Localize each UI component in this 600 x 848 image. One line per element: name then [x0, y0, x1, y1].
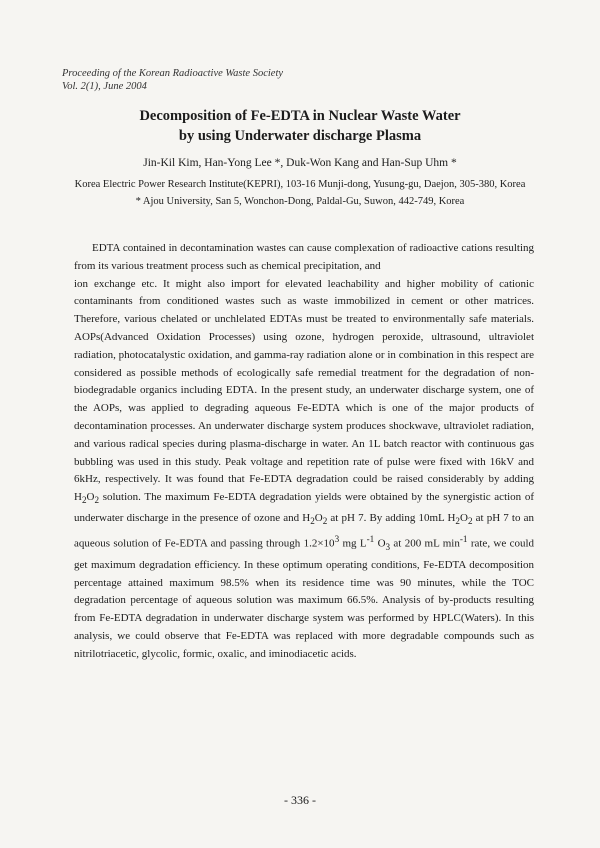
author-list: Jin-Kil Kim, Han-Yong Lee *, Duk-Won Kang and Han-Sup Uhm *	[143, 157, 457, 169]
abstract-text: at 200 mL min	[390, 537, 460, 550]
subscript: 3	[385, 541, 391, 552]
abstract-text: solution. The maximum Fe-EDTA degradation yields were obtained by the synergistic action of underwater discharge in the presence of ozone and H	[74, 491, 534, 525]
paper-title	[0, 106, 600, 146]
page-number: - 336 -	[284, 793, 316, 807]
title-line-1: Decomposition of Fe-EDTA in Nuclear Waste Water	[139, 108, 461, 124]
subscript: 2	[467, 516, 473, 527]
oxygen-symbol: O	[314, 512, 323, 525]
subscript: 2	[455, 516, 460, 527]
journal-name: Proceeding of the Korean Radioactive Waste Society	[62, 68, 284, 79]
subscript: 2	[310, 516, 315, 527]
ozone-symbol: O	[374, 537, 386, 550]
affiliation-ajou: * Ajou University, San 5, Wonchon-Dong, Paldal-Gu, Suwon, 442-749, Korea	[135, 196, 465, 207]
superscript: -1	[459, 534, 468, 545]
abstract-text: rate, we could get maximum degradation efficiency. In these optimum operating conditions, Fe-EDTA decomposition percentage attained maximum 98.5% when its residence time was 90 minutes, while the TOC degradation percentage of aqueous solution was maximum 66.5%. Analysis of by-products resulting from Fe-EDTA degradation in underwater discharge system was performed by HPLC(Waters). In this analysis, we could observe that Fe-EDTA was replaced with more degradable compounds such as nitrilotriacetic, glycolic, formic, oxalic, and iminodiacetic acids.	[74, 537, 535, 660]
abstract-text: at pH 7. By adding 10mL H	[327, 512, 456, 525]
superscript: 3	[334, 534, 340, 545]
oxygen-symbol: O	[86, 491, 95, 504]
superscript: -1	[366, 534, 375, 545]
journal-volume: Vol. 2(1), June 2004	[62, 81, 147, 92]
affiliation-kepri: Korea Electric Power Research Institute(KEPRI), 103-16 Munji-dong, Yusung-gu, Daejon, 305-380, Korea	[74, 179, 526, 190]
oxygen-symbol: O	[460, 512, 468, 525]
journal-header	[62, 67, 283, 93]
abstract-text: at pH 7 to an aqueous solution of Fe-EDTA and passing through 1.2×10	[74, 512, 534, 550]
abstract-text: ion exchange etc. It might also import for elevated leachability and higher mobility of cationic contaminants from conditioned wastes such as waste immobilized in cement or other matrices. Therefore, various chelated or unchlelated EDTAs must be treated to environmentally safe materials. AOPs(Advanced Oxidation Processes) using ozone, hydrogen peroxide, ultrasound, ultraviolet radiation, photocatalystic oxidation, and gamma-ray radiation alone or in combination in this respect are considered as possible methods of ecologically safe remedial treatment for the degradation of non-biodegradable organics including EDTA. In the present study, an underwater discharge system, one of the AOPs, was applied to degrading aqueous Fe-EDTA which is one of the major products of decontamination processes. An underwater discharge system produces shockwave, ultraviolet radiation, and various radical species during plasma-discharge in water. An 1L batch reactor with continuous gas bubbling was used in this study. Peak voltage and repetition rate of pulse were fixed with 16kV and 6kHz, respectively. It was found that Fe-EDTA degradation could be raised considerably by adding H	[74, 277, 534, 504]
affiliations	[0, 176, 600, 210]
subscript: 2	[94, 495, 100, 506]
abstract-text: mg L	[339, 537, 367, 550]
abstract-paragraph-1: EDTA contained in decontamination wastes can cause complexation of radioactive cations resulting from its various treatment process such as chemical precipitation, and	[74, 242, 534, 272]
title-line-2: by using Underwater discharge Plasma	[178, 128, 422, 144]
abstract-paragraph-2	[74, 276, 534, 664]
abstract-body	[74, 240, 534, 664]
subscript: 2	[81, 495, 87, 506]
subscript: 2	[322, 516, 328, 527]
